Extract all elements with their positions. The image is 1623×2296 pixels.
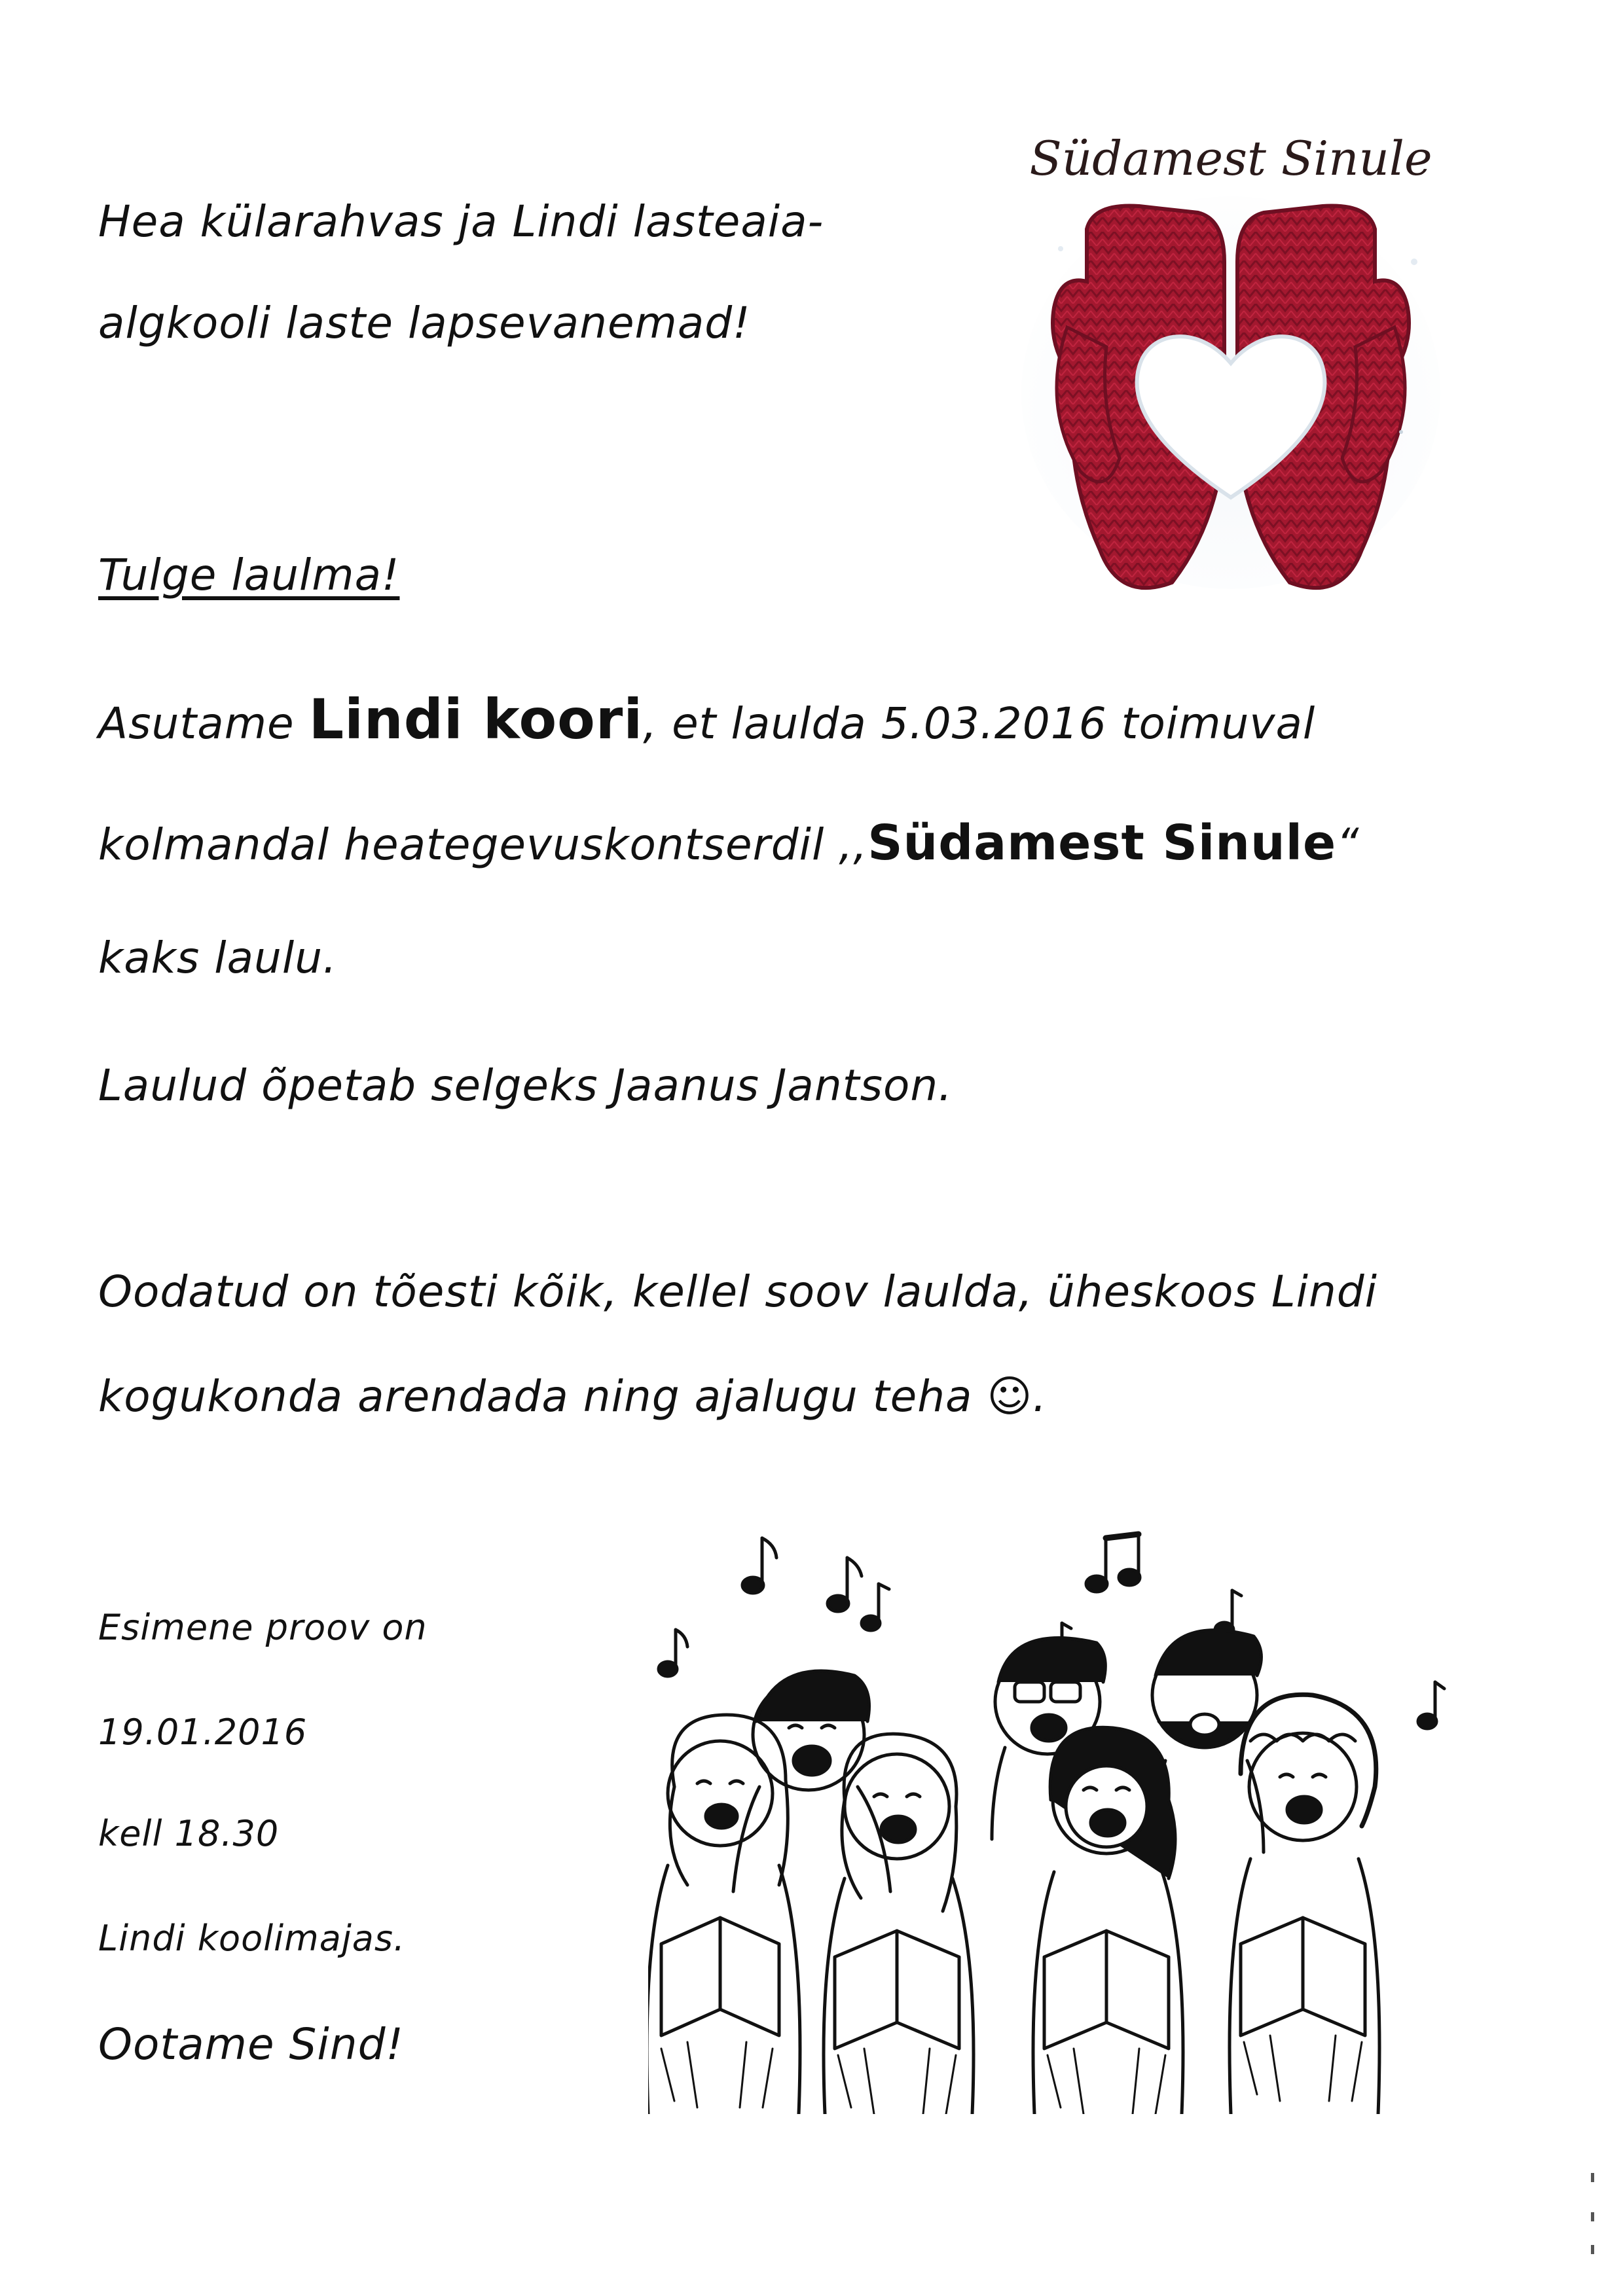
- teacher-line: Laulud õpetab selgeks Jaanus Jantson.: [98, 1060, 953, 1111]
- invitation-line-1: Oodatud on tõesti kõik, kellel soov laulda, üheskoos Lindi: [98, 1266, 1378, 1317]
- paragraph-1-line-2-prefix: kolmandal heategevuskontserdil ,,: [98, 819, 868, 870]
- heading-tulge-laulma: Tulge laulma!: [98, 550, 400, 600]
- paragraph-1-prefix: Asutame: [98, 698, 309, 749]
- sudamest-sinule-logo: [1008, 131, 1453, 602]
- singing-choir-illustration: [648, 1525, 1519, 2114]
- paragraph-1-line-1: [98, 687, 1315, 751]
- mittens-heart-icon: [1008, 131, 1453, 602]
- paragraph-1-line-2-suffix: “: [1336, 819, 1360, 870]
- closing-ootame-sind: Ootame Sind!: [98, 2019, 404, 2070]
- greeting-line-1: Hea külarahvas ja Lindi lasteaia-: [98, 196, 824, 247]
- rehearsal-date: 19.01.2016: [98, 1712, 308, 1753]
- singer-7-front-right: [1230, 1695, 1379, 2114]
- edge-mark: [1591, 2173, 1594, 2182]
- rehearsal-place: Lindi koolimajas.: [98, 1918, 406, 1959]
- paragraph-1-line-3: kaks laulu.: [98, 933, 338, 983]
- singer-4-front-left: [648, 1715, 800, 2114]
- edge-mark: [1591, 2212, 1594, 2221]
- invitation-line-2: kogukonda arendada ning ajalugu teha ☺.: [98, 1371, 1048, 1422]
- logo-title: Südamest Sinule: [1029, 131, 1432, 186]
- greeting-line-2: algkooli laste lapsevanemad!: [98, 298, 751, 348]
- rehearsal-line-1: Esimene proov on: [98, 1607, 428, 1648]
- paragraph-1-suffix: , et laulda 5.03.2016 toimuval: [643, 698, 1316, 749]
- rehearsal-time: kell 18.30: [98, 1813, 280, 1854]
- edge-mark: [1591, 2245, 1594, 2254]
- paragraph-1-line-2: [98, 815, 1359, 871]
- singer-1-back-left: [733, 1671, 890, 1892]
- concert-name: Südamest Sinule: [867, 815, 1337, 871]
- singer-5-front-center-left: [824, 1734, 974, 2114]
- singer-6-front-center-right: [1033, 1727, 1183, 2114]
- choir-name: Lindi koori: [308, 687, 644, 751]
